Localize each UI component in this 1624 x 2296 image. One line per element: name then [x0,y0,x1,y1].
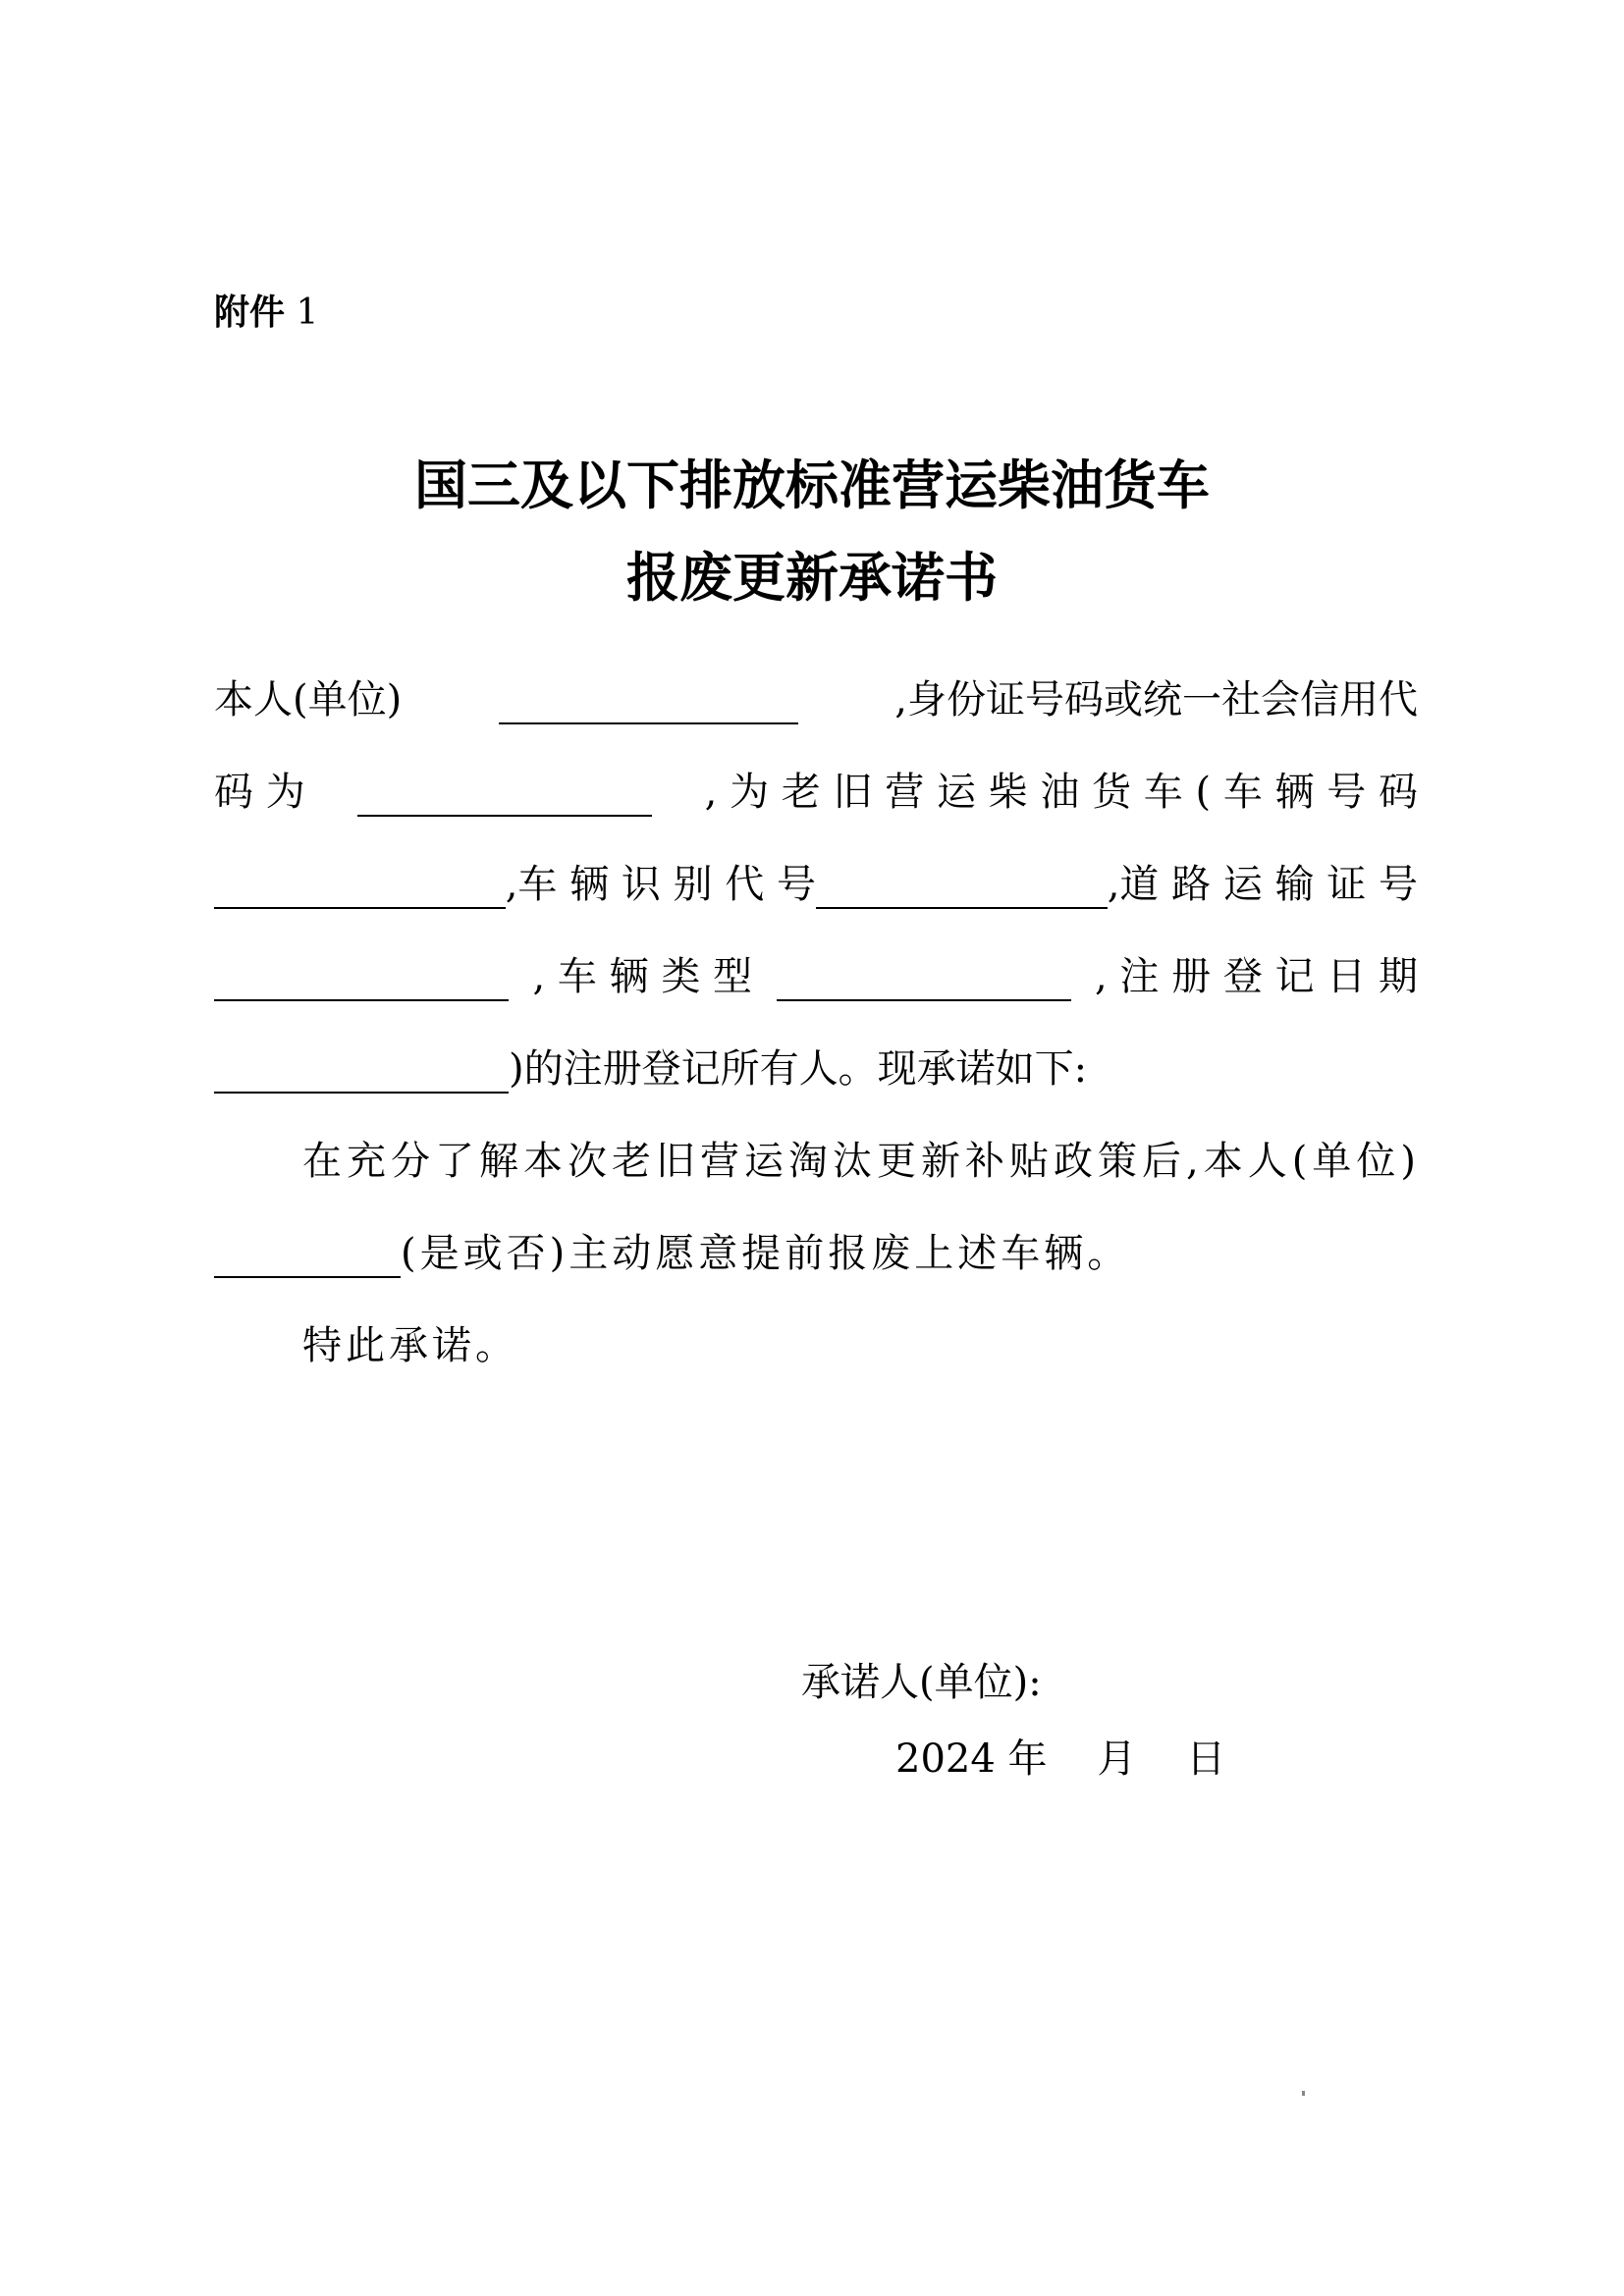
document-title-line-2: 报废更新承诺书 [626,546,998,609]
signature-date: 2024 年 月 日 [895,1736,1226,1782]
para1-line-1 [214,675,1418,724]
vehicle-type-blank[interactable] [777,960,1071,1001]
attachment-label [214,285,318,335]
para1-line-4 [214,952,1418,1001]
text-segment: 在充分了解本次老旧营运淘汰更新补贴政策后,本人(单位) [302,1139,1421,1184]
text-segment: ,身份证号码或统一社会信用代 [894,677,1418,722]
text-segment: ,车 辆 识 别 代 号 [505,862,816,907]
id-number-blank[interactable] [357,775,652,817]
closing-text: 特此承诺。 [302,1323,518,1368]
name-blank[interactable] [499,683,798,724]
text-segment: , 为 老 旧 营 运 柴 油 货 车 ( 车 辆 号 码 [704,770,1418,815]
registration-date-blank[interactable] [214,1052,509,1094]
para1-line-2 [214,768,1418,817]
para2-line-2 [214,1229,1418,1278]
para2-line-1 [302,1137,1421,1186]
scan-speck [1302,2091,1305,2096]
text-segment: ,道 路 运 输 证 号 [1107,862,1418,907]
yes-no-blank[interactable] [214,1237,401,1278]
para1-line-5 [214,1044,1418,1094]
transport-license-blank[interactable] [214,960,509,1001]
para1-line-3 [214,860,1418,909]
text-segment: )的注册登记所有人。现承诺如下: [509,1046,1088,1092]
document-title-line-1: 国三及以下排放标准营运柴油货车 [414,454,1210,516]
vin-blank[interactable] [816,868,1108,909]
attachment-text: 附件 [214,293,286,333]
closing-line [302,1321,1506,1370]
attachment-number: 1 [296,293,319,333]
signature-label: 承诺人(单位): [801,1660,1042,1705]
text-segment: , 注 册 登 记 日 期 [1094,954,1418,999]
text-segment: (是或否)主动愿意提前报废上述车辆。 [401,1231,1131,1276]
text-segment: 码 为 [214,770,305,815]
text-segment: 本人(单位) [214,677,403,722]
plate-number-blank[interactable] [214,868,506,909]
text-segment: , 车 辆 类 型 [532,954,753,999]
